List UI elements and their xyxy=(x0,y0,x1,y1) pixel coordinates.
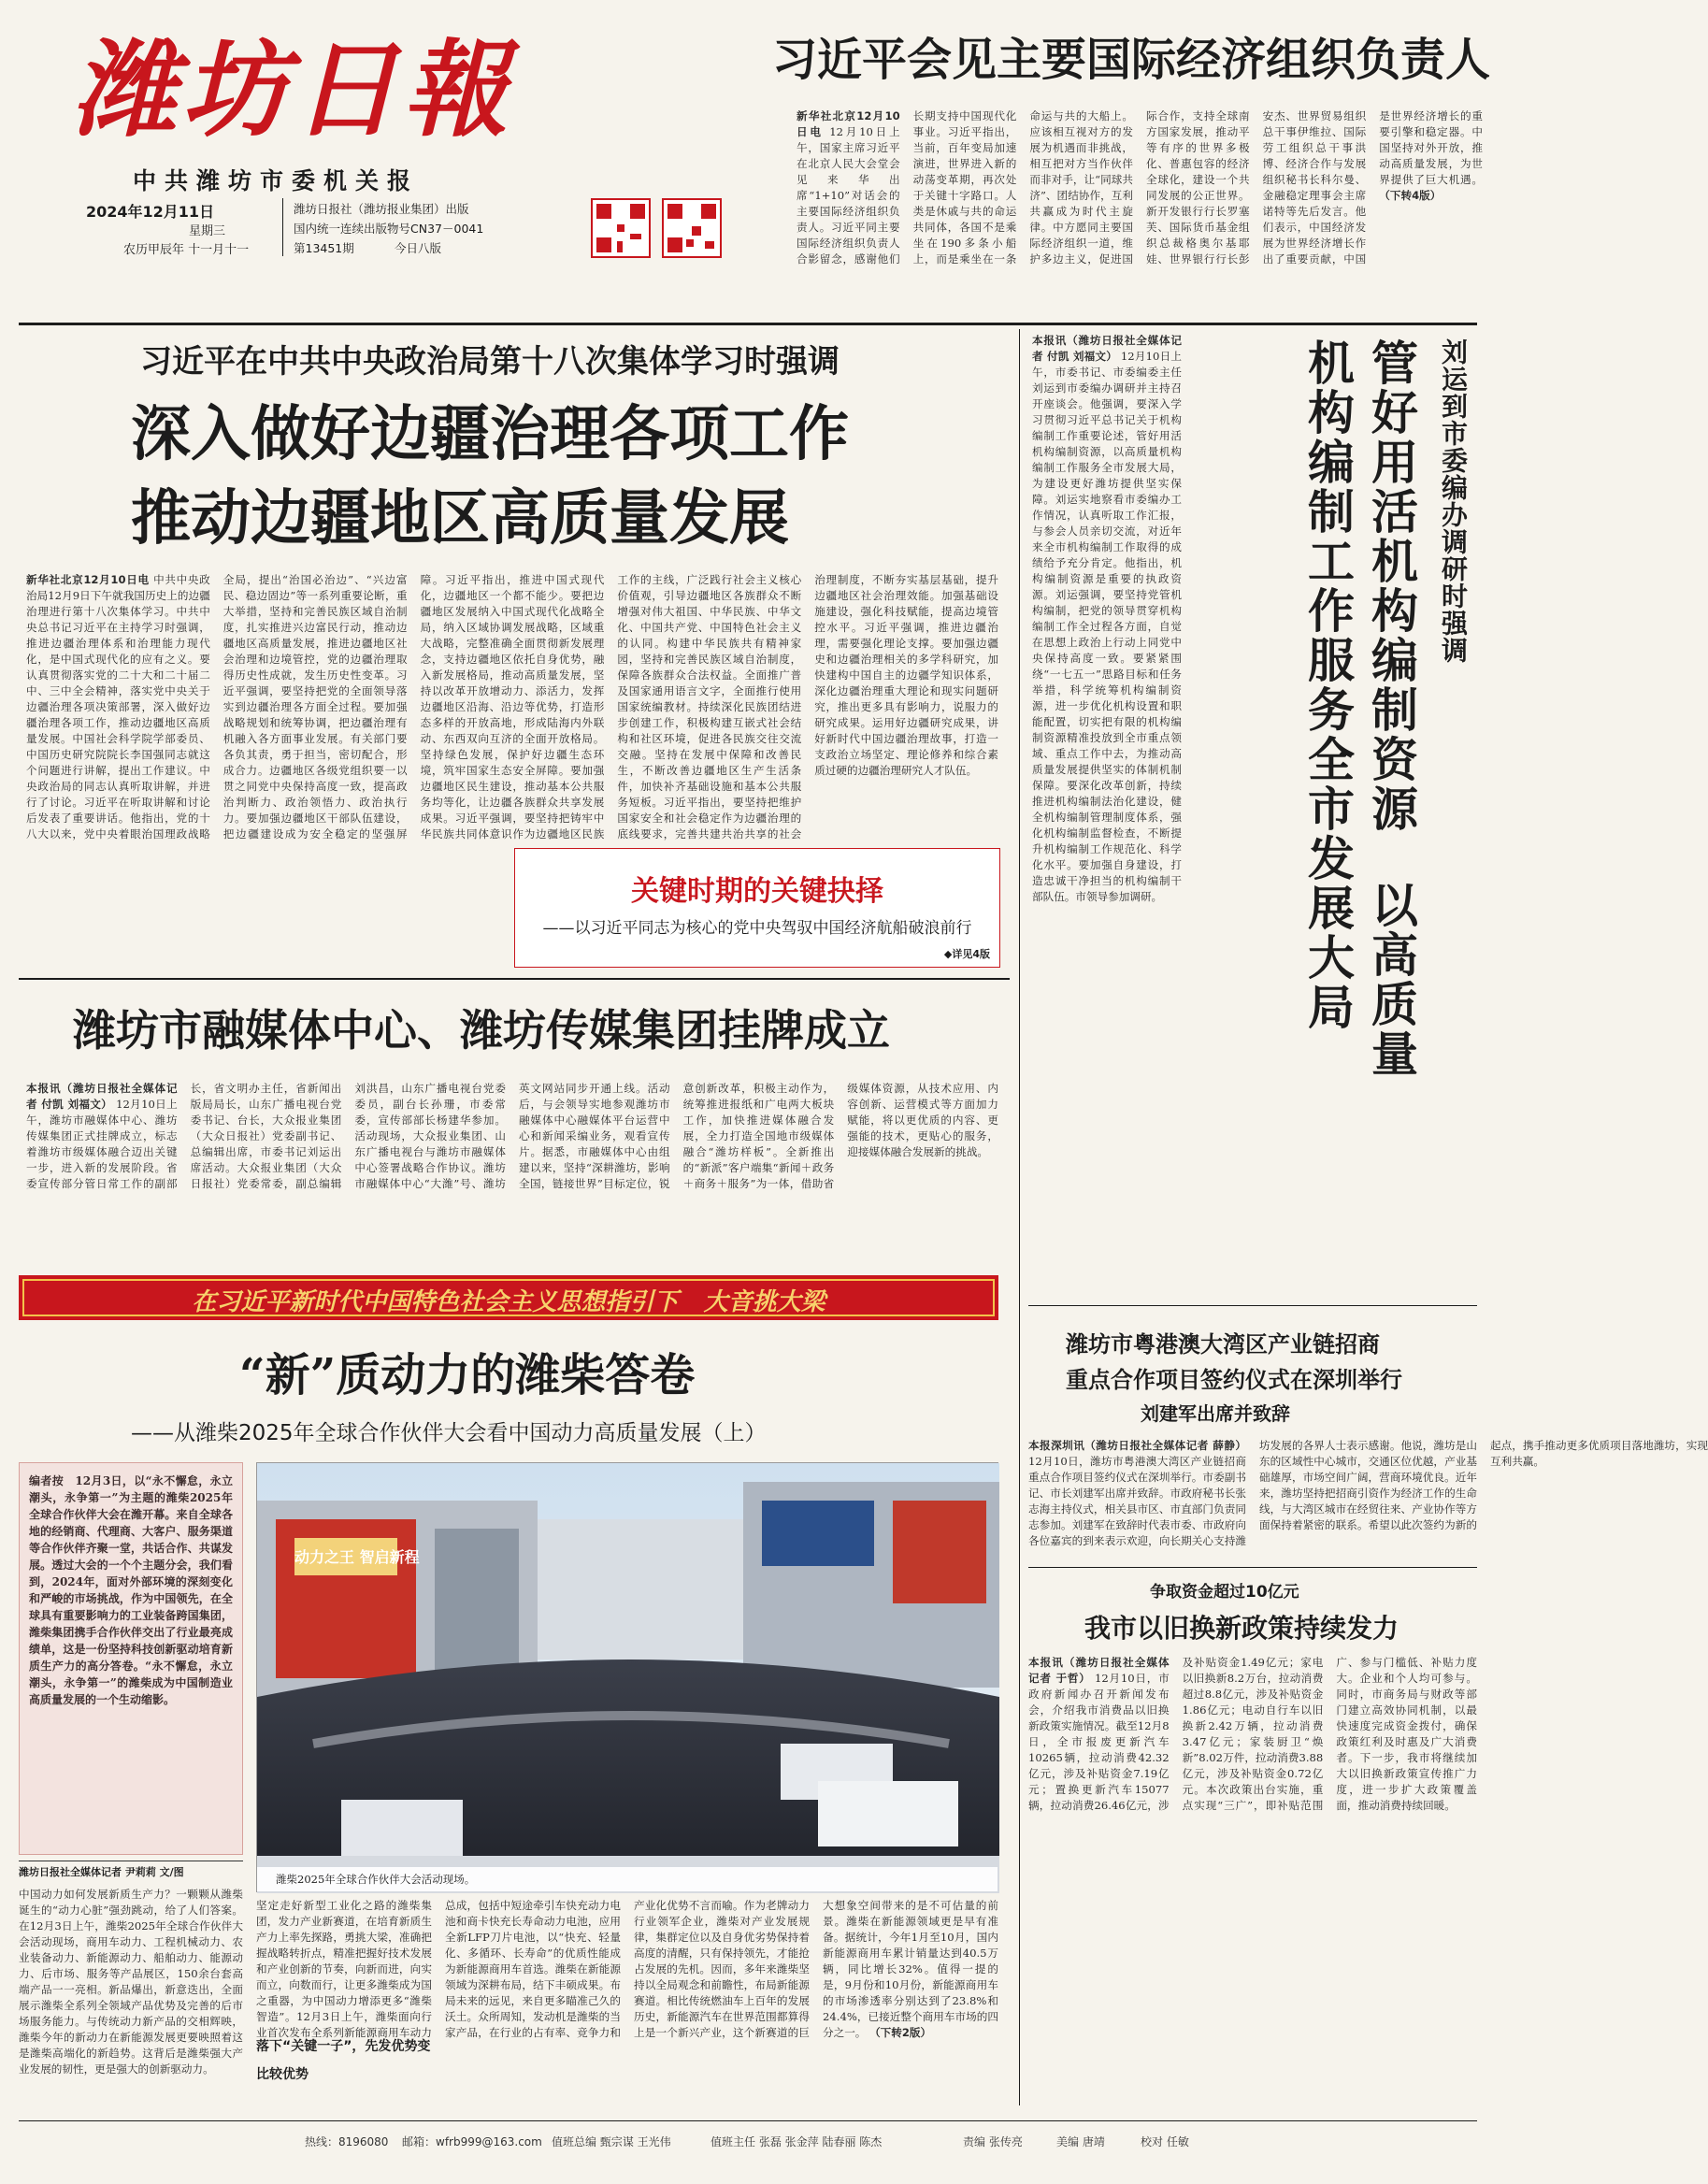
right-story-byline: 本报讯（潍坊日报社全媒体记者 付凯 刘福文） xyxy=(1032,334,1182,363)
gba-body xyxy=(1028,1438,1708,1558)
weichai-story xyxy=(19,1326,1010,2111)
top-story xyxy=(772,21,1491,320)
trade-body xyxy=(1028,1655,1477,2104)
right-story-headline-1: 管好用活机构编制资源 xyxy=(1364,338,1419,834)
photo-stage-text: 动力之王 智启新程 xyxy=(294,1548,420,1566)
footer-designer: 美编 唐靖 xyxy=(1056,2135,1105,2148)
trade-byline: 本报讯（潍坊日报社全媒体记者 于哲） xyxy=(1028,1656,1170,1685)
issue-weekday: 星期三 xyxy=(189,224,226,238)
lead-callout[interactable] xyxy=(514,848,1000,968)
theme-banner xyxy=(19,1275,998,1320)
top-story-text: 12月10日上午，国家主席习近平在北京人民大会堂会见来华出席“1+10”对话会的主要国际经济组织负责人。习近平同主要国际经济组织负责人合影留念，感谢他们长期支持中国现代化事业。习近平指出，当前，百年变局加速演进，世界进入新的动荡变革期，再次处于关键十字路口。人类是休戚与共的命运共同体，各国不是乘坐在190多条小船上，而是乘坐在一条命运与共的大船上。应该相互视对方的发展为机遇而非挑战，相互把对方当作伙伴而非对手，让“同球共济”、团结协作，互利共赢成为时代主旋律。中方愿同主要国际经济组织一道，维护多边主义，促进国际合作，支持全球南方国家发展，推动平等有序的世界多极化、普惠包容的经济全球化，建设一个共同发展的公正世界。新开发银行行长罗塞芙、国际货币基金组织总裁格奥尔基耶娃、世界银行行长彭安杰、世界贸易组织总干事伊维拉、国际劳工组织总干事洪博、经济合作与发展组织秘书长科尔曼、金融稳定理事会主席诺特等先后发言。他们表示，中国经济发展为世界经济增长作出了重要贡献，中国是世界经济增长的重要引擎和稳定器。中国坚持对外开放，推动高质量发展，为世界提供了巨大机遇。 xyxy=(797,109,1483,266)
reporter-credit: 潍坊日报社全媒体记者 尹莉莉 文/图 xyxy=(19,1861,243,1879)
page-count: 今日八版 xyxy=(395,241,442,255)
right-story-text: 12月10日上午，市委书记、市委编委主任刘运到市委编办调研并主持召开座谈会。他强调，要深入学习贯彻习近平总书记关于机构编制工作重要论述，管好用活机构编制资源，以高质量机构编制工作服务全市发展大局，为建设更好潍坊提供坚实保障。刘运实地察看市委编办工作情况，认真听取工作汇报，与参会人员亲切交流，对近年来全市机构编制工作取得的成绩给予充分肯定。他指出，机构编制资源是重要的执政资源。刘运强调，要坚持党管机构编制，把党的领导贯穿机构编制工作全过程各方面，自觉在思想上政治上行动上同党中央保持高度一致。要紧紧围绕“一七五一”思路目标和任务举措，科学统筹机构编制资源，进一步优化机构设置和职能配置，切实把有限的机构编制资源精准投放到全市重点领域、重点工作中去，为推动高质量发展提供坚实的体制机制保障。要深化改革创新，持续推进机构编制法治化建设，健全机构编制管理制度体系，强化机构编制监督检查，不断提升机构编制工作规范化、科学化水平。要加强自身建设，打造忠诚干净担当的机构编制干部队伍。市领导参加调研。 xyxy=(1032,350,1183,903)
media-headline: 潍坊市融媒体中心、潍坊传媒集团挂牌成立 xyxy=(73,1005,890,1056)
footer-email: 邮箱：wfrb999@163.com xyxy=(402,2135,542,2148)
lead-kicker: 习近平在中共中央政治局第十八次集体学习时强调 xyxy=(140,343,840,381)
right-story-headline-3: 机构编制工作服务全市发展大局 xyxy=(1300,338,1356,1032)
gba-subheadline: 刘建军出席并致辞 xyxy=(1141,1402,1290,1425)
trade-text: 12月10日，市政府新闻办召开新闻发布会，介绍我市消费品以旧换新政策实施情况。截至12月8日，全市报废更新汽车10265辆，拉动消费42.32亿元，涉及补贴资金7.19亿元；置换更新汽车15077辆，拉动消费26.46亿元，涉及补贴资金1.49亿元；家电以旧换新8.2万台，拉动消费超过8.8亿元，涉及补贴资金1.86亿元；电动自行车以旧换新2.42万辆，拉动消费3.47亿元；家装厨卫“焕新”8.02万件，拉动消费3.88亿元，涉及补贴资金0.72亿元。本次政策出台实施，重点实现“三广”，即补贴范围广、参与门槛低、补贴力度大。企业和个人均可参与。同时，市商务局与财政等部门建立高效协同机制，以最快速度完成资金拨付，确保政策红利及时惠及广大消费者。下一步，我市将继续加大以旧换新政策宣传推广力度，进一步扩大政策覆盖面，推动消费持续回暖。 xyxy=(1028,1656,1477,1812)
weichai-text-b: 坚定走好新型工业化之路的潍柴集团，发力产业新赛道，在培育新质生产力上率先探路，勇挑大梁，准确把握战略转折点，精准把握好技术发展和产业创新的节奏，向新而进，向实而立，向数而行，让更多潍柴成为国之重器，为中国动力增添更多“潍柴智造”。12月3日上午，潍柴面向行业首次发布全系列新能源商用车动力总成，包括中短途牵引车快充动力电池和商卡快充长寿命动力电池，应用全新LFP刀片电池，以“快充、轻量化、多循环、长寿命”的优质性能成为新能源商用车首选。潍柴在新能源领域为深耕布局，结下丰硕成果。布局未来的远见，来自更多瞄准己久的沃土。众所周知，发动机是潍柴的当家产品，在行业的占有率、竞争力和产业化优势不言而喻。作为老牌动力行业领军企业，潍柴对产业发展规律，集群定位以及自身优劣势保持着高度的清醒，只有保持领先，才能抢占发展的先机。因而，多年来潍柴坚持以全局观念和前瞻性，布局新能源赛道。相比传统燃油车上百年的发展历史，新能源汽车在世界范围都算得上是一个新兴产业，这个新赛道的巨大想象空间带来的是不可估量的前景。潍柴在新能源领域更是早有准备。据统计，今年1月至10月，国内新能源商用车累计销量达到40.5万辆，同比增长32%。值得一提的是，9月份和10月份，新能源商用车的市场渗透率分别达到了23.8%和24.4%，已接近整个商用车市场的四分之一。 xyxy=(256,1899,998,2039)
lead-headline-2: 推动边疆地区高质量发展 xyxy=(131,483,789,553)
conference-photo-art xyxy=(257,1463,999,1893)
callout-title: 关键时期的关键抉择 xyxy=(631,875,883,908)
weichai-subhead-a: 比较优势 xyxy=(256,2067,309,2082)
media-byline: 本报讯（潍坊日报社全媒体记者 付凯 刘福文） xyxy=(26,1082,178,1111)
banner-text: 在习近平新时代中国特色社会主义思想指引下 大音挑大梁 xyxy=(192,1288,825,1316)
gba-story xyxy=(1028,1309,1708,1561)
top-story-dateline: 新华社北京12月10日电 xyxy=(797,109,900,138)
right-story xyxy=(1032,329,1477,1301)
weichai-body-a xyxy=(19,1887,243,2098)
callout-jump[interactable]: ◆详见4版 xyxy=(943,948,990,960)
media-body xyxy=(26,1081,998,1258)
publisher: 潍坊日报社（潍坊报业集团）出版 xyxy=(294,202,469,216)
weichai-jump: （下转2版） xyxy=(869,2026,932,2039)
right-story-kicker: 刘运到市委编办调研时强调 xyxy=(1438,338,1469,664)
photo-caption: 潍柴2025年全球合作伙伴大会活动现场。 xyxy=(257,1867,998,1891)
gba-headline-2: 重点合作项目签约仪式在深圳举行 xyxy=(1066,1367,1402,1393)
gba-headline-1: 潍坊市粤港澳大湾区产业链招商 xyxy=(1066,1331,1380,1358)
right-story-body xyxy=(1032,333,1182,1286)
issue-number: 第13451期 xyxy=(294,241,354,255)
weichai-text-a: 中国动力如何发展新质生产力？一颗颗从潍柴诞生的“动力心脏”强劲跳动，给了人们答案。在12月3日上午，潍柴2025年全球合作伙伴大会活动现场，商用车动力、工程机械动力、农业装备动力、新能源动力、船舶动力、能源动力、后市场、服务等产品展区，150余台套高端产品一一亮相。新品爆出，新意迭出，全面展示潍柴全系列全领域产品优势及完善的后市场服务能力。与传统动力新产品的交相辉映，潍柴今年的新动力在新能源发展更要映照着这是潍柴高端化的新趋势。这背后是潍柴强大产业发展的韧性，更是强大的创新驱动力。 xyxy=(19,1888,243,2076)
top-story-jump: （下转4版） xyxy=(1379,189,1442,202)
right-story-headline-2: 以高质量 xyxy=(1364,881,1419,1079)
lead-dateline: 新华社北京12月10日电 xyxy=(26,573,150,586)
trade-story xyxy=(1028,1571,1477,2111)
issue-date: 2024年12月11日 xyxy=(86,203,215,221)
footer xyxy=(19,2130,1477,2154)
footer-editor: 值班总编 甄宗谋 王光伟 xyxy=(552,2135,671,2148)
weichai-subheadline: ——从潍柴2025年全球合作伙伴大会看中国动力高质量发展（上） xyxy=(131,1421,767,1445)
gba-byline: 本报深圳讯（潍坊日报社全媒体记者 薛静） xyxy=(1028,1439,1246,1452)
callout-subtitle: ——以习近平同志为核心的党中央驾驭中国经济航船破浪前行 xyxy=(542,919,972,938)
editor-note-text: 编者按 12月3日，以“永不懈怠，永立潮头，永争第一”为主题的潍柴2025年全球合作伙伴大会在潍开幕。来自全球各地的经销商、代理商、大客户、服务渠道等合作伙伴齐聚一堂，共话合作、共谋发展。透过大会的一个个主题分会，我们看到，2024年，面对外部环境的深刻变化和严峻的市场挑战，作为中国领先，在全球具有重要影响力的工业装备跨国集团，潍柴集团携手合作伙伴交出了行业最亮成绩单，这是一份坚持科技创新驱动培育新质生产力的高分答卷。“永不懈怠，永立潮头，永争第一”的潍柴成为中国制造业高质量发展的一个生动缩影。 xyxy=(29,1474,233,1706)
top-story-body xyxy=(797,108,1483,303)
masthead-title: 潍坊日報 xyxy=(72,29,513,151)
weichai-headline: “新”质动力的潍柴答卷 xyxy=(239,1349,696,1401)
lead-text: 中共中央政治局12月9日下午就我国历史上的边疆治理进行第十八次集体学习。中共中央总书记习近平在主持学习时强调，推进边疆治理体系和治理能力现代化，是中国式现代化的应有之义。要认真贯彻落实党的二十大和二十届二中、三中全会精神，落实党中央关于边疆治理各项决策部署，深入做好边疆治理各项工作，推动边疆地区高质量发展。中国社会科学院学部委员、中国历史研究院院长李国强同志就这个问题进行讲解，提出工作建议。中央政治局的同志认真听取讲解，并进行了讨论。习近平在听取讲解和讨论后发表了重要讲话。他指出，党的十八大以来，党中央着眼治国理政战略全局，提出“治国必治边”、“兴边富民、稳边固边”等一系列重要论断，重大举措，坚持和完善民族区域自治制度，扎实推进兴边富民行动，推动边疆地区高质量发展，推进边疆地区社会治理和边境管控，党的边疆治理取得历史性成就，发生历史性变革。习近平强调，要坚持把党的全面领导落实到边疆治理各方面全过程。要加强战略规划和统筹协调，把边疆治理有机融入各方面事业发展。有关部门要各负其责，勇于担当，密切配合，形成合力。边疆地区各级党组织要一以贯之同党中央保持高度一致，提高政治判断力、政治领悟力、政治执行力。要加强边疆地区干部队伍建设，把边疆建设成为安全稳定的坚强屏障。习近平指出，推进中国式现代化，边疆地区一个都不能少。要把边疆地区发展纳入中国式现代化战略全局，纳入区域协调发展战略，区域重大战略，完整准确全面贯彻新发展理念，支持边疆地区依托自身优势，融入新发展格局，推动高质量发展，坚持以改革开放增动力、添活力，发挥边疆地区沿海、沿边等优势，打造形态多样的开放高地，形成陆海内外联动、东西双向互济的全面开放格局。坚持绿色发展，保护好边疆生态环境，筑牢国家生态安全屏障。要加强边疆地区民生建设，推动基本公共服务均等化，让边疆各族群众共享发展成果。习近平强调，要坚持把铸牢中华民族共同体意识作为边疆地区民族工作的主线，广泛践行社会主义核心价值观，引导边疆地区各族群众不断增强对伟大祖国、中华民族、中华文化、中国共产党、中国特色社会主义的认同。构建中华民族共有精神家园，坚持和完善民族区域自治制度，保障各族群众合法权益。全面推广普及国家通用语言文字，全面推行使用国家统编教材。持续深化民族团结进步创建工作，积极构建互嵌式社会结构和社区环境，促进各民族交往交流交融。坚持在发展中保障和改善民生，不断改善边疆地区生产生活条件，加快补齐基础设施和基本公共服务短板。习近平指出，要坚持把维护国家安全和社会稳定作为边疆治理的底线要求，完善共建共治共享的社会治理制度，不断夯实基层基础，提升边疆地区社会治理效能。加强基础设施建设，强化科技赋能，提高边境管控水平。习近平强调，推进边疆治理，需要强化理论支撑。要加强边疆史和边疆治理相关的多学科研究，加快建构中国自主的边疆学知识体系，深化边疆治理重大理论和现实问题研究，推出更多具有影响力，说服力的研究成果。运用好边疆研究成果，讲好新时代中国边疆治理故事，打造一支政治立场坚定、理论修养和综合素质过硬的边疆治理研究人才队伍。 xyxy=(26,573,998,841)
footer-page-editor: 责编 张传亮 xyxy=(963,2135,1023,2148)
trade-kicker: 争取资金超过10亿元 xyxy=(1150,1583,1299,1602)
footer-director: 值班主任 张磊 张金萍 陆春丽 陈杰 xyxy=(710,2135,883,2148)
qr-code-icon xyxy=(591,198,651,258)
weichai-subhead-b: 落下“关键一子”，先发优势变 xyxy=(256,2039,431,2054)
lead-story xyxy=(19,329,1010,974)
qr-code-icon xyxy=(662,198,722,258)
gba-text: 12月10日，潍坊市粤港澳大湾区产业链招商重点合作项目签约仪式在深圳举行。市委副书记、市长刘建军出席并致辞。市政府秘书长张志海主持仪式，相关县市区、市直部门负责同志参加。刘建军在致辞时代表市委、市政府向各位嘉宾的到来表示欢迎，向长期关心支持潍坊发展的各界人士表示感谢。他说，潍坊是山东的区域性中心城市，交通区位优越，产业基础雄厚，市场空间广阔，营商环境优良。近年来，潍坊坚持把招商引资作为经济工作的生命线，与大湾区城市在经贸往来、产业协作等方面保持着紧密的联系。希望以此次签约为新的起点，携手推动更多优质项目落地潍坊，实现互利共赢。 xyxy=(1028,1439,1708,1547)
masthead-subtitle: 中共潍坊市委机关报 xyxy=(133,167,420,194)
serial-number: 国内统一连续出版物号CN37－0041 xyxy=(294,222,484,236)
media-story xyxy=(19,982,1010,1272)
footer-hotline: 热线：8196080 xyxy=(305,2135,389,2148)
masthead xyxy=(21,21,731,217)
media-text: 12月10日上午，潍坊市融媒体中心、潍坊传媒集团正式挂牌成立，标志着潍坊市级媒体融合迈出关键一步，进入新的发展阶段。省委宣传部分管日常工作的副部长，省文明办主任，省新闻出版局局长，山东广播电视台党委书记、台长，大众报业集团（大众日报社）党委副书记、总编辑出席，市委书记刘运出席活动。大众报业集团（大众日报社）党委常委，副总编辑刘洪昌，山东广播电视台党委委员，副台长孙珊，市委常委，宣传部部长杨建华参加。活动现场，大众报业集团、山东广播电视台与潍坊市融媒体中心签署战略合作协议。潍坊市融媒体中心“大潍”号、潍坊英文网站同步开通上线。活动后，与会领导实地参观潍坊市融媒体中心融媒体平台运营中心和新闻采编业务，观看宣传片。据悉，市融媒体中心由组建以来，坚持“深耕潍坊，影响全国，链接世界”目标定位，锐意创新改革，积极主动作为，统筹推进报纸和广电两大板块工作，加快推进媒体融合发展，全力打造全国地市级媒体融合“潍坊样板”。全新推出的“新派”客户端集“新闻＋政务＋商务＋服务”为一体，借助省级媒体资源，从技术应用、内容创新、运营模式等方面加力赋能，将以更优质的内容、更强能的技术，更贴心的服务，迎接媒体融合发展新的挑战。 xyxy=(26,1082,998,1190)
conference-photo xyxy=(256,1462,998,1892)
top-story-headline: 习近平会见主要国际经济组织负责人 xyxy=(772,34,1491,86)
editor-note xyxy=(19,1462,243,1855)
footer-proof: 校对 任敏 xyxy=(1141,2135,1189,2148)
weichai-body-b xyxy=(256,1898,998,2098)
trade-headline: 我市以旧换新政策持续发力 xyxy=(1084,1613,1399,1644)
lead-headline-1: 深入做好边疆治理各项工作 xyxy=(131,399,849,469)
issue-lunar: 农历甲辰年 十一月十一 xyxy=(123,243,250,257)
